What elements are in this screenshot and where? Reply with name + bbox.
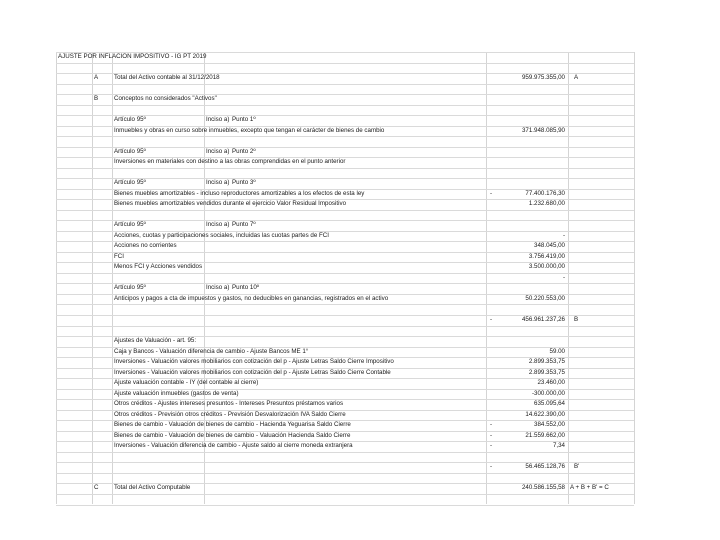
- amount-cell: 3.500.000,00: [528, 263, 565, 271]
- punto-cell: Punto 1º: [232, 116, 256, 124]
- amount-cell: -: [562, 273, 565, 281]
- concept-cell: Conceptos no considerados "Activos": [114, 95, 217, 103]
- inciso-cell: Inciso a): [206, 116, 230, 124]
- section-letter: B: [94, 95, 99, 103]
- concept-cell: Bienes muebles amortizables vendidos durante el ejercicio Valor Residual Impositivo: [114, 200, 347, 208]
- amount-cell: 77.400.176,30: [525, 189, 565, 197]
- concept-cell: Artículo 95º: [114, 284, 146, 292]
- concept-cell: Inversiones - Valuación valores mobiliarios con cotización del p - Ajuste Letras Saldo Cierre Impositivo: [114, 358, 394, 366]
- amount-cell: 23.460,00: [537, 379, 565, 387]
- amount-cell: 7,34: [552, 442, 565, 450]
- formula-cell: A + B + B' = C: [570, 484, 609, 492]
- amount-cell: 14.622.390,00: [525, 410, 565, 418]
- amount-cell: 635.095,64: [534, 400, 565, 408]
- inciso-cell: Inciso a): [206, 284, 230, 292]
- amount-cell: 240.586.155,58: [521, 484, 565, 492]
- table-row: [56, 494, 634, 507]
- amount-cell: 2.899.353,75: [528, 368, 565, 376]
- concept-cell: Artículo 95º: [114, 116, 146, 124]
- sign-cell: -: [490, 421, 493, 429]
- inciso-cell: Inciso a): [206, 147, 230, 155]
- concept-cell: Inversiones - Valuación diferencia de cambio - Ajuste saldo al cierre moneda extranjera: [114, 442, 353, 450]
- section-letter: C: [94, 484, 99, 492]
- concept-cell: Artículo 95º: [114, 147, 146, 155]
- amount-cell: 56.465.128,76: [525, 463, 565, 471]
- sign-cell: -: [490, 463, 493, 471]
- concept-cell: Inmuebles y obras en curso sobre inmuebles, excepto que tengan el carácter de bienes de cambio: [114, 126, 385, 134]
- sign-cell: -: [490, 442, 493, 450]
- concept-cell: Total del Activo Computable: [114, 484, 191, 492]
- reference-cell: A: [574, 74, 579, 82]
- amount-cell: 959.975.355,00: [521, 74, 565, 82]
- amount-cell: 2.899.353,75: [528, 358, 565, 366]
- column-gridline: [634, 52, 635, 504]
- punto-cell: Punto 7º: [232, 221, 256, 229]
- amount-cell: 456.961.237,26: [521, 316, 565, 323]
- reference-cell: B: [574, 316, 579, 323]
- amount-cell: 371.948.085,90: [521, 126, 565, 134]
- concept-cell: Bienes muebles amortizables - incluso reproductores amortizables a los efectos de esta ley: [114, 189, 365, 197]
- amount-cell: 1.232.680,00: [528, 200, 565, 208]
- concept-cell: Ajuste valuación inmuebles (gastos de venta): [114, 389, 239, 397]
- punto-cell: Punto 2º: [232, 147, 256, 155]
- title-cell: AJUSTE POR INFLACION IMPOSITIVO - IG PT 2019: [58, 53, 207, 60]
- sign-cell: -: [490, 316, 493, 323]
- punto-cell: Punto 10º: [232, 284, 260, 292]
- amount-cell: 21.559.662,00: [525, 431, 565, 439]
- amount-cell: 384.552,00: [534, 421, 565, 429]
- concept-cell: Acciones, cuotas y participaciones sociales, incluidas las cuotas partes de FCI: [114, 231, 329, 239]
- amount-cell: 348.045,00: [534, 242, 565, 250]
- sign-cell: -: [490, 431, 493, 439]
- concept-cell: Ajuste valuación contable - IY (del contable al cierre): [114, 379, 259, 387]
- inciso-cell: Inciso a): [206, 221, 230, 229]
- section-letter: A: [94, 74, 99, 82]
- concept-cell: Bienes de cambio - Valuación de bienes de cambio - Valuación Hacienda Saldo Cierre: [114, 431, 351, 439]
- concept-cell: Artículo 95º: [114, 221, 146, 229]
- amount-cell: -: [562, 231, 565, 239]
- amount-cell: -300.000,00: [531, 389, 565, 397]
- inciso-cell: Inciso a): [206, 179, 230, 187]
- amount-cell: 3.756.419,00: [528, 252, 565, 260]
- concept-cell: Inversiones en materiales con destino a las obras comprendidas en el punto anterior: [114, 158, 346, 166]
- concept-cell: Ajustes de Valuación - art. 95:: [114, 337, 197, 345]
- concept-cell: Total del Activo contable al 31/12/2018: [114, 74, 220, 82]
- concept-cell: Anticipos y pagos a cta de impuestos y gastos, no deducibles en ganancias, registrados en el activo: [114, 294, 389, 302]
- amount-cell: 59.00: [549, 347, 565, 355]
- concept-cell: Inversiones - Valuación valores mobiliarios con cotización del p - Ajuste Letras Saldo Cierre Contable: [114, 368, 391, 376]
- concept-cell: Caja y Bancos - Valuación diferencia de cambio - Ajuste Bancos ME 1°: [114, 347, 309, 355]
- concept-cell: Acciones no corrientes: [114, 242, 177, 250]
- concept-cell: Artículo 95º: [114, 179, 146, 187]
- concept-cell: Bienes de cambio - Valuación de bienes de cambio - Hacienda Yeguarisa Saldo Cierre: [114, 421, 351, 429]
- amount-cell: 50.220.553,00: [525, 294, 565, 302]
- concept-cell: Otros créditos - Previsión otros créditos - Previsión Desvalorización IVA Saldo Cierre: [114, 410, 346, 418]
- concept-cell: Otros créditos - Ajustes intereses presuntos - Intereses Presuntos préstamos varios: [114, 400, 344, 408]
- reference-cell: B': [574, 463, 580, 471]
- concept-cell: Menos FCI y Acciones vendidos: [114, 263, 203, 271]
- spreadsheet: [56, 52, 634, 504]
- sign-cell: -: [490, 189, 493, 197]
- punto-cell: Punto 3º: [232, 179, 256, 187]
- concept-cell: FCI: [114, 252, 124, 260]
